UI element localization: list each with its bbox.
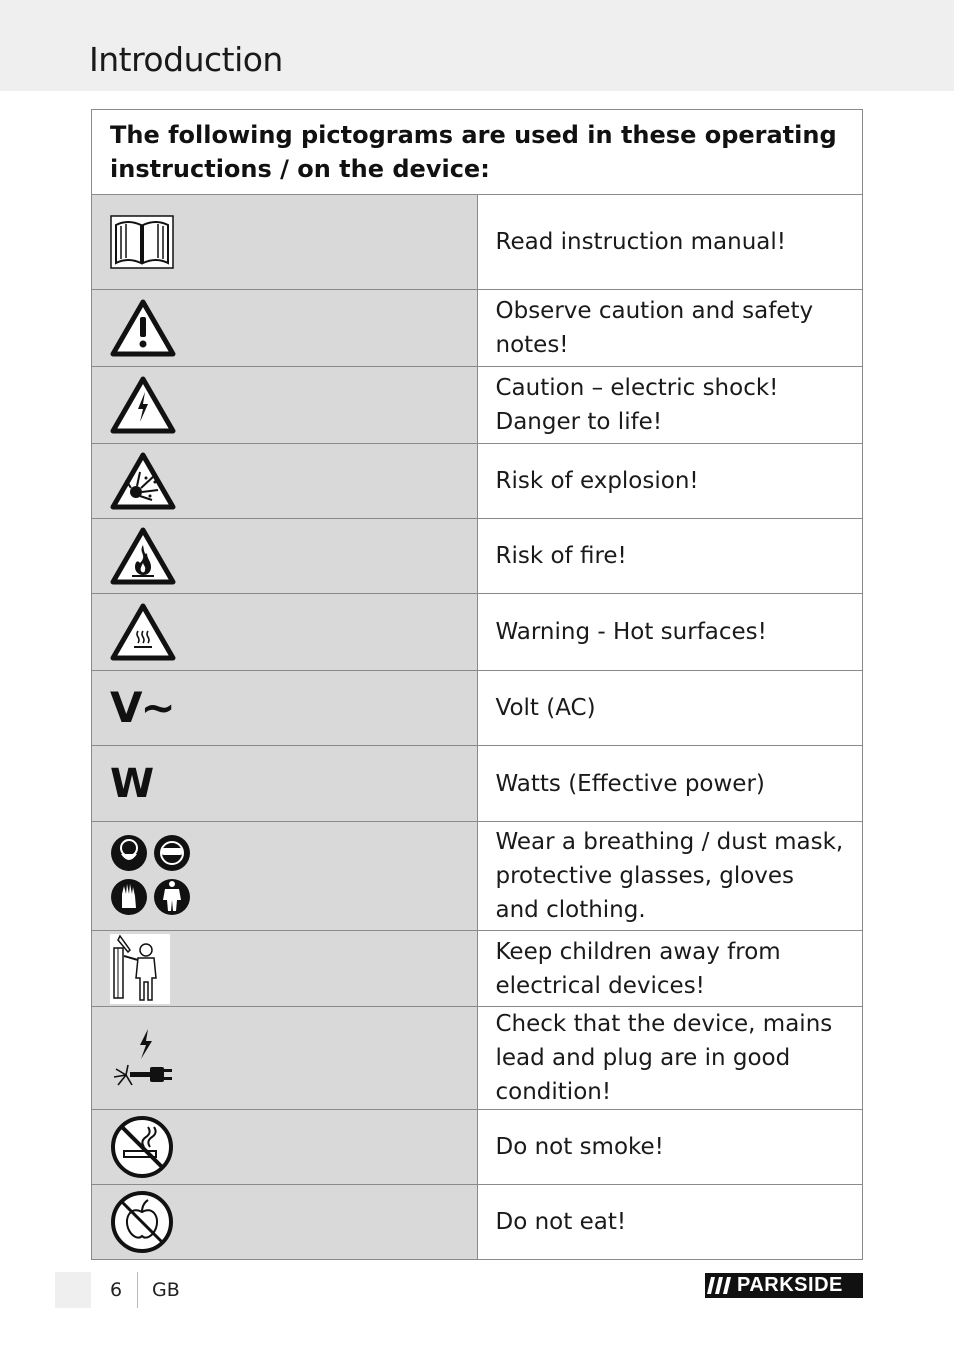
pictogram-table (91, 109, 863, 1260)
table-caption-row (92, 110, 863, 195)
table-row (92, 931, 863, 1007)
pictogram-description: Check that the device, mains lead and plug are in good condition! (477, 1007, 863, 1110)
table-row (92, 1185, 863, 1260)
pictogram-description: Observe caution and safety notes! (477, 290, 863, 367)
fire-warning-icon (110, 527, 176, 585)
pictogram-description: Keep children away from electrical devices! (477, 931, 863, 1007)
logo-stripes-icon (705, 1273, 735, 1298)
table-row (92, 671, 863, 746)
table-row (92, 519, 863, 594)
table-row (92, 1110, 863, 1185)
table-row (92, 290, 863, 367)
book-icon (110, 215, 174, 269)
protective-equipment-icon (110, 834, 192, 918)
volt-ac-icon: V~ (110, 683, 174, 732)
brand-name: PARKSIDE (737, 1274, 843, 1296)
explosion-warning-icon (110, 452, 176, 510)
hot-surface-warning-icon (110, 603, 176, 661)
language-code: GB (152, 1279, 180, 1301)
table-row (92, 746, 863, 822)
pictogram-description: Risk of explosion! (477, 444, 863, 519)
table-row (92, 1007, 863, 1110)
no-eating-icon (110, 1190, 174, 1254)
footer-divider (137, 1272, 138, 1308)
electric-shock-warning-icon (110, 376, 176, 434)
dust-mask-icon (111, 835, 147, 871)
gloves-icon (111, 879, 147, 915)
warning-exclamation-icon (110, 299, 176, 357)
pictogram-description: Caution – electric shock! Danger to life! (477, 367, 863, 444)
brand-logo (705, 1273, 863, 1298)
pictogram-description: Watts (Effective power) (477, 746, 863, 822)
protective-clothing-icon (154, 879, 190, 915)
page-number: 6 (110, 1279, 123, 1301)
damaged-plug-icon (110, 1025, 176, 1091)
table-row (92, 594, 863, 671)
children-away-icon (110, 934, 170, 1004)
page-title: Introduction (89, 40, 283, 79)
pictogram-description: Read instruction manual! (477, 195, 863, 290)
no-smoking-icon (110, 1115, 174, 1179)
safety-glasses-icon (154, 835, 190, 871)
table-row (92, 822, 863, 931)
table-caption: The following pictograms are used in these operating instructions / on the device: (92, 110, 863, 195)
table-row (92, 195, 863, 290)
pictogram-description: Warning - Hot surfaces! (477, 594, 863, 671)
table-row (92, 444, 863, 519)
pictogram-description: Wear a breathing / dust mask, protective glasses, gloves and clothing. (477, 822, 863, 931)
pictogram-description: Risk of fire! (477, 519, 863, 594)
pictogram-description: Do not smoke! (477, 1110, 863, 1185)
footer-marker (55, 1272, 91, 1308)
pictogram-description: Do not eat! (477, 1185, 863, 1260)
pictogram-description: Volt (AC) (477, 671, 863, 746)
watts-icon: W (110, 760, 155, 807)
table-row (92, 367, 863, 444)
